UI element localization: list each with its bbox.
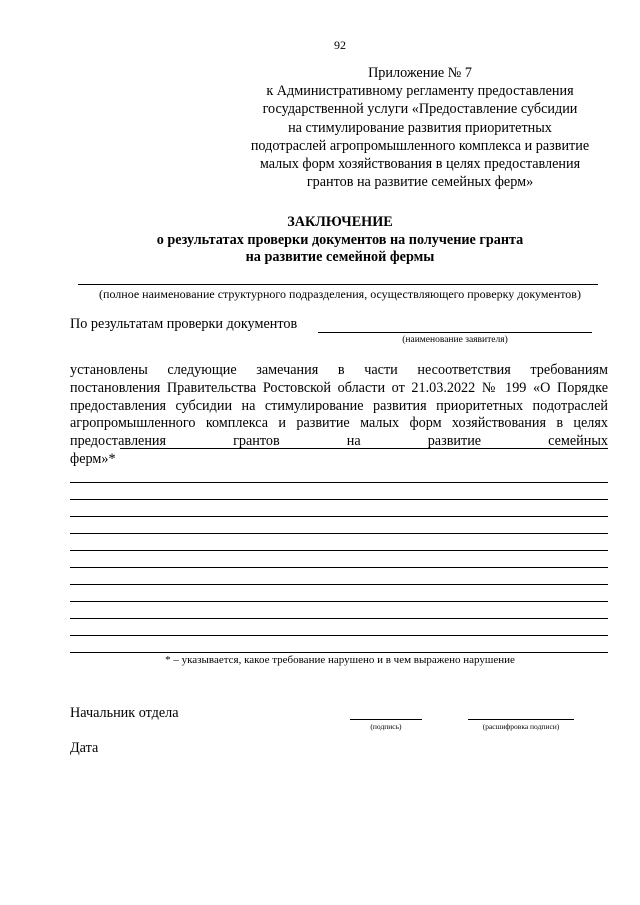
title-subline: на развитие семейной фермы	[245, 249, 435, 265]
findings-line: предоставления грантов на развитие семейных	[70, 433, 608, 450]
appendix-header	[232, 64, 608, 191]
remarks-field[interactable]	[70, 499, 608, 500]
remarks-field[interactable]	[70, 601, 608, 602]
org-name-caption: (полное наименование структурного подразделения, осуществляющего проверку документов)	[99, 287, 581, 301]
title-subline: о результатах проверки документов на получение гранта	[156, 231, 524, 248]
footnote: * – указывается, какое требование нарушено и в чем выражено нарушение	[165, 654, 515, 666]
appendix-line: к Административному регламенту предоставления	[266, 83, 574, 100]
org-name-field[interactable]	[78, 284, 598, 285]
chief-label: Начальник отдела	[70, 705, 179, 721]
signature-field[interactable]	[350, 719, 422, 720]
appendix-line: малых форм хозяйствования в целях предоставления	[259, 156, 581, 173]
appendix-line: на стимулирование развития приоритетных	[288, 119, 552, 136]
appendix-line: государственной услуги «Предоставление субсидии	[262, 101, 578, 118]
remarks-field[interactable]	[70, 584, 608, 585]
appendix-line: Приложение № 7	[368, 65, 472, 81]
signature-decode-field[interactable]	[468, 719, 574, 720]
findings-line: установлены следующие замечания в части несоответствия требованиям	[70, 362, 608, 378]
results-label: По результатам проверки документов	[70, 316, 298, 332]
title-heading: ЗАКЛЮЧЕНИЕ	[287, 214, 393, 230]
document-title	[0, 214, 640, 267]
appendix-line: подотраслей агропромышленного комплекса и развитие	[250, 137, 590, 154]
signature-decode-caption: (расшифровка подписи)	[482, 722, 560, 731]
remarks-field[interactable]	[70, 533, 608, 534]
page-number: 92	[334, 38, 346, 52]
remarks-field[interactable]	[70, 652, 608, 653]
signature-caption: (подпись)	[370, 722, 402, 731]
applicant-name-field[interactable]	[318, 332, 592, 333]
findings-line: агропромышленного комплекса и развитие малых форм хозяйствования в целях	[70, 415, 608, 432]
appendix-line: грантов на развитие семейных ферм»	[306, 174, 534, 191]
findings-line: постановления Правительства Ростовской области от 21.03.2022 № 199 «О Порядке	[70, 379, 608, 396]
remarks-field[interactable]	[120, 448, 608, 449]
findings-line: предоставления субсидии на стимулирование развития приоритетных подотраслей	[70, 397, 608, 414]
findings-text	[70, 362, 608, 469]
remarks-field[interactable]	[70, 635, 608, 636]
remarks-field[interactable]	[70, 550, 608, 551]
findings-last-line: ферм»*	[70, 450, 116, 467]
remarks-field[interactable]	[70, 618, 608, 619]
remarks-field[interactable]	[70, 482, 608, 483]
applicant-caption: (наименование заявителя)	[402, 335, 508, 345]
date-label: Дата	[70, 740, 99, 756]
remarks-field[interactable]	[70, 567, 608, 568]
remarks-field[interactable]	[70, 516, 608, 517]
